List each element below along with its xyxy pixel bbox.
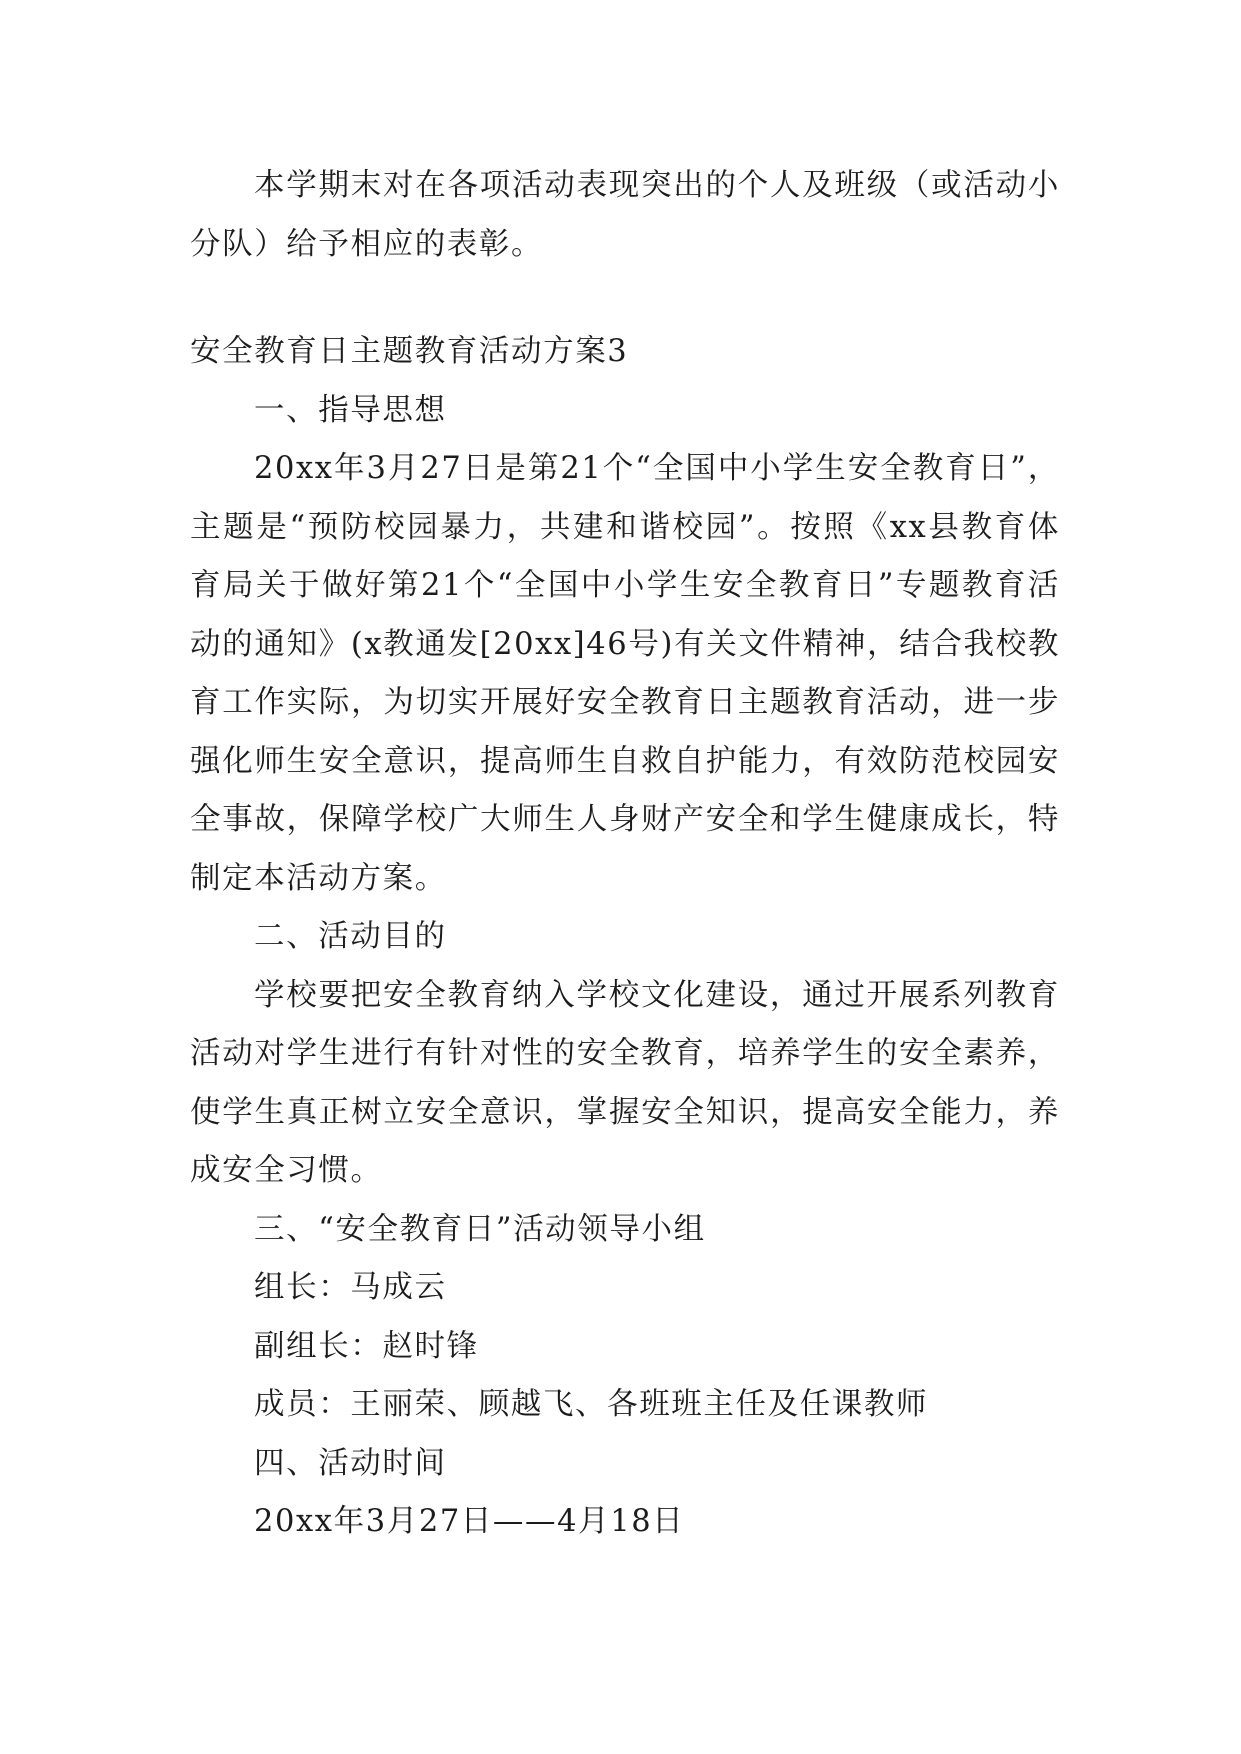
paragraph-gap xyxy=(190,274,1060,323)
paragraph-guiding-ideology: 20xx年3月27日是第21个“全国中小学生安全教育日”，主题是“预防校园暴力，共建和谐校园”。按照《xx县教育体育局关于做好第21个“全国中小学生安全教育日”专题教育活动的通知》(x教通发[20xx]46号)有关文件精神，结合我校教育工作实际，为切实开展好安全教育日主题教育活动，进一步强化师生安全意识，提高师生自救自护能力，有效防范校园安全事故，保障学校广大师生人身财产安全和学生健康成长，特制定本活动方案。 xyxy=(190,451,1060,896)
line-group-leader: 组长：马成云 xyxy=(254,1270,447,1305)
paragraph-commendation: 本学期末对在各项活动表现突出的个人及班级（或活动小分队）给予相应的表彰。 xyxy=(190,168,1060,262)
line-activity-time: 20xx年3月27日——4月18日 xyxy=(254,1504,685,1539)
heading-activity-time: 四、活动时间 xyxy=(254,1445,447,1481)
heading-leadership-group: 三、“安全教育日”活动领导小组 xyxy=(254,1211,706,1247)
document-body xyxy=(190,157,1060,1552)
line-members: 成员：王丽荣、顾越飞、各班班主任及任课教师 xyxy=(254,1387,929,1422)
line-vice-leader: 副组长：赵时锋 xyxy=(254,1328,479,1364)
paragraph-activity-purpose: 学校要把安全教育纳入学校文化建设，通过开展系列教育活动对学生进行有针对性的安全教育，培养学生的安全素养，使学生真正树立安全意识，掌握安全知识，提高安全能力，养成安全习惯。 xyxy=(190,977,1060,1188)
heading-guiding-ideology: 一、指导思想 xyxy=(254,392,447,428)
section-title: 安全教育日主题教育活动方案3 xyxy=(190,334,629,369)
heading-activity-purpose: 二、活动目的 xyxy=(254,919,447,954)
